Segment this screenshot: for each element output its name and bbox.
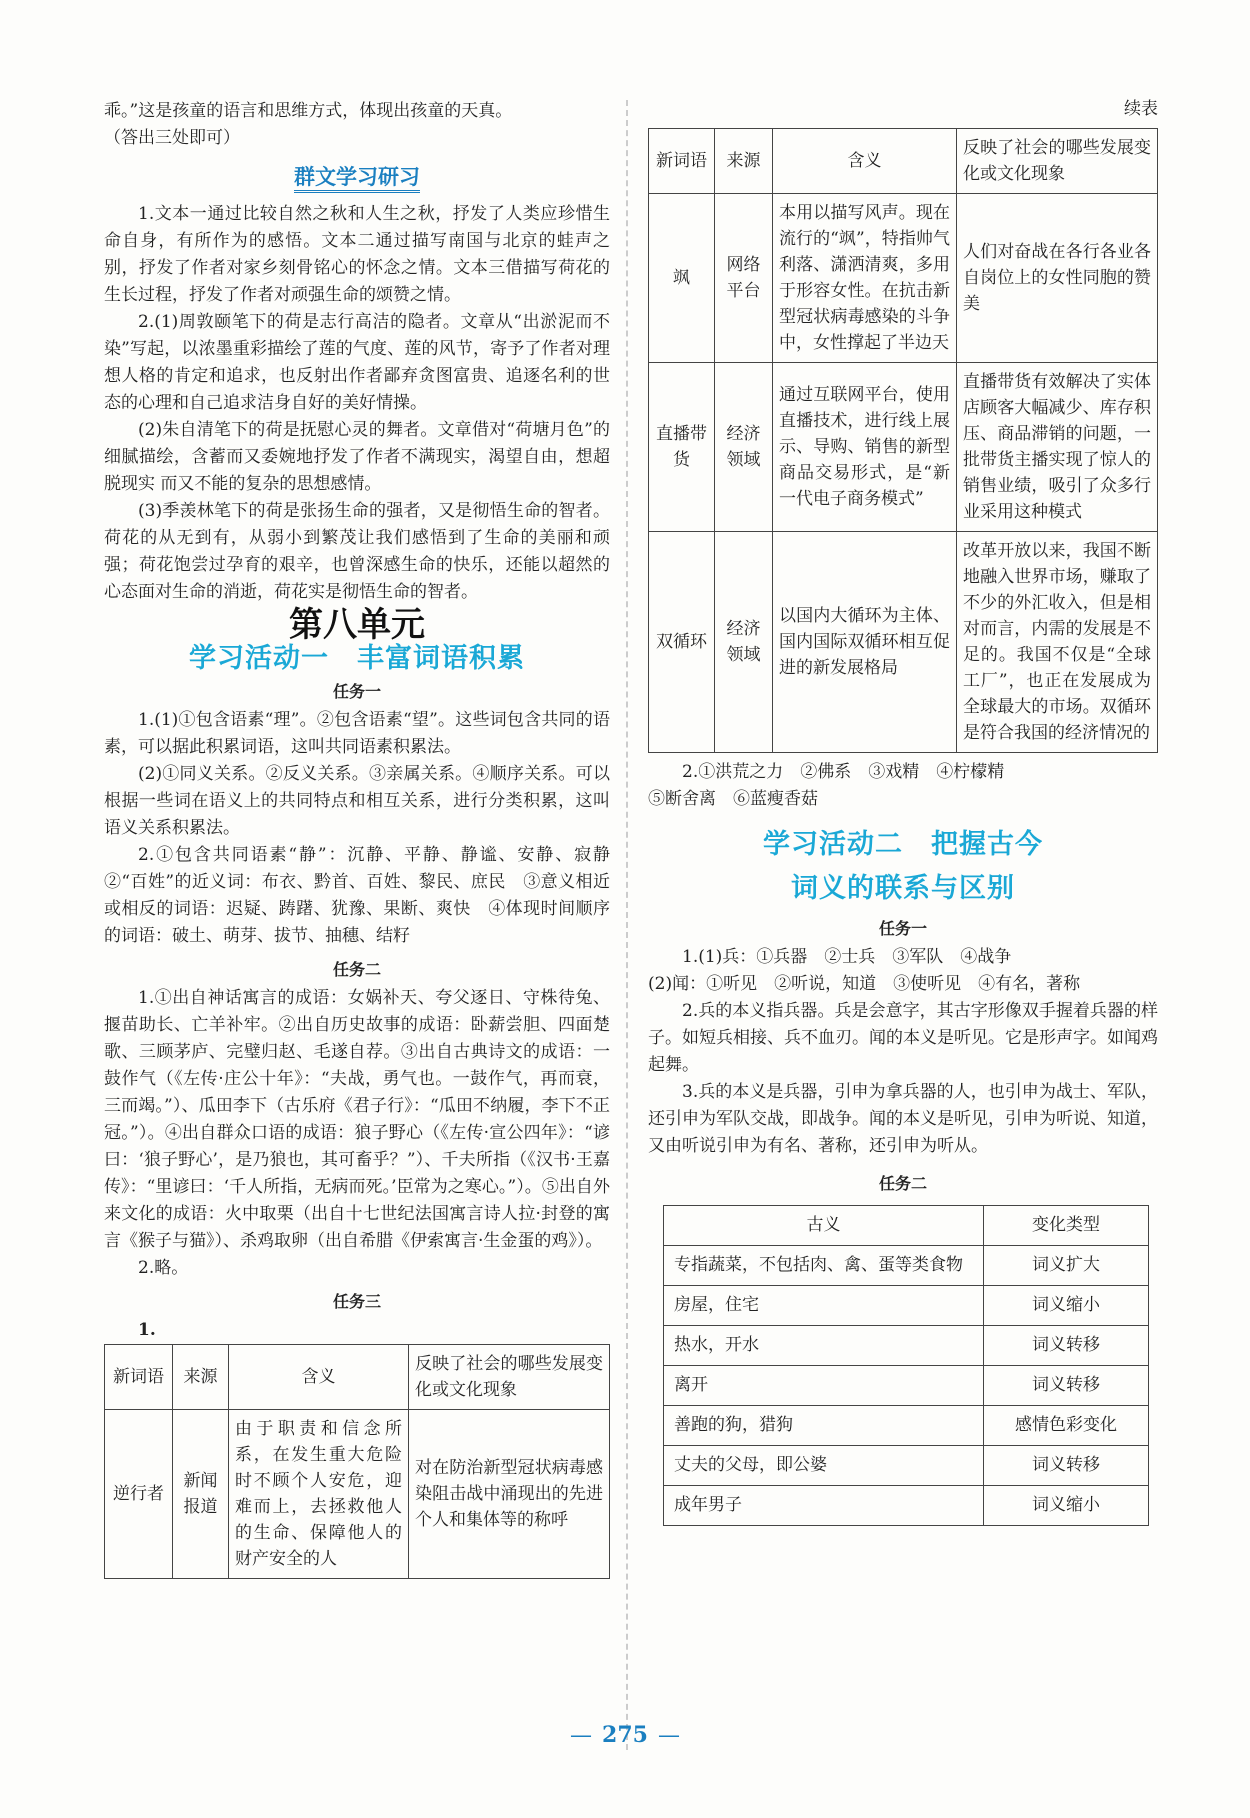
activity-1-title: 学习活动一 丰富词语积累 [189, 643, 525, 674]
task-2-label: 任务二 [332, 960, 381, 979]
group-para-2: 2.(1)周敦颐笔下的荷是志行高洁的隐者。文章从“出淤泥而不染”写起，以浓墨重彩描绘了莲的气度、莲的风节，寄予了作者对理想人格的肯定和追求，也反射出作者鄙弃贪图富贵、追逐名利的世态的心理和自己追求洁身自好的美好情操。 [104, 312, 610, 413]
table-cell: 词义转移 [984, 1366, 1149, 1406]
table-row [664, 1486, 1149, 1526]
table-cell: 词义缩小 [984, 1286, 1149, 1326]
group-study-title: 群文学习研习 [104, 164, 610, 191]
task-2-label-right: 任务二 [878, 1174, 927, 1193]
table-cell: 成年男子 [664, 1486, 984, 1526]
activity-2-title-line-2: 词义的联系与区别 [791, 873, 1015, 904]
task-3-label: 任务三 [332, 1292, 381, 1311]
table-cell: 词义扩大 [984, 1246, 1149, 1286]
page-number-dash-left: — [570, 1723, 593, 1748]
new-words-table [104, 1344, 610, 1579]
table-cell: 直播带货有效解决了实体店顾客大幅减少、库存积压、商品滞销的问题，一批带货主播实现了惊人的销售业绩，吸引了众多行业采用这种模式 [957, 363, 1158, 532]
table-cell: 词义转移 [984, 1326, 1149, 1366]
page-number-dash-right: — [657, 1723, 680, 1748]
table-header-row [664, 1206, 1149, 1246]
right-column [648, 98, 1158, 1526]
continued-header [648, 98, 1158, 128]
r-task1-para-2: (2)闻：①听见 ②听说，知道 ③使听见 ④有名，著称 [648, 974, 1081, 994]
task1-para-1: 1.(1)①包含语素“理”。②包含语素“望”。这些词包含共同的语素，可以据此积累词语，这叫共同语素积累法。 [104, 710, 610, 757]
page-number [0, 1722, 1250, 1748]
table-cell: 经济领域 [715, 532, 773, 753]
table-cell: 善跑的狗，猎狗 [664, 1406, 984, 1446]
page-number-value: 275 [602, 1722, 648, 1748]
table-cell: 飒 [649, 194, 715, 363]
table-row [649, 194, 1158, 363]
task1-para-2: (2)①同义关系。②反义关系。③亲属关系。④顺序关系。可以根据一些词在语义上的共同特点和相互关系，进行分类积累，这叫语义关系积累法。 [104, 764, 610, 838]
task1-para-3: 2.①包含共同语素“静”：沉静、平静、静谧、安静、寂静 ②“百姓”的近义词：布衣、黔首、百姓、黎民、庶民 ③意义相近或相反的词语：迟疑、踌躇、犹豫、果断、爽快 ④体现时间顺序的词语：破土、萌芽、拔节、抽穗、结籽 [104, 845, 627, 946]
group-para-3: (2)朱自清笔下的荷是抚慰心灵的舞者。文章借对“荷塘月色”的细腻描绘，含蓄而又委婉地抒发了作者不满现实，渴望自由，想超脱现实 而又不能的复杂的思想感情。 [104, 420, 610, 494]
table-header-cell: 新词语 [649, 129, 715, 194]
group-para-4: (3)季羡林笔下的荷是张扬生命的强者，又是彻悟生命的智者。荷花的从无到有，从弱小到繁茂让我们感悟到了生命的美丽和顽强；荷花饱尝过孕育的艰辛，也曾深感生命的快乐，还能以超然的心态面对生命的消逝，荷花实是彻悟生命的智者。 [104, 501, 610, 602]
after-table-line-2: ⑤断舍离 ⑥蓝瘦香菇 [648, 789, 818, 809]
task2-para-2: 2.略。 [138, 1258, 189, 1278]
table-cell: 专指蔬菜，不包括肉、禽、蛋等类食物 [664, 1246, 984, 1286]
task-1-label-right: 任务一 [878, 919, 927, 938]
task3-num: 1. [138, 1320, 156, 1340]
table-row [649, 363, 1158, 532]
table-cell: 网络平台 [715, 194, 773, 363]
table-header-row [105, 1345, 610, 1410]
table-cell: 经济领域 [715, 363, 773, 532]
intro-line-2: （答出三处即可） [104, 128, 240, 148]
table-row [664, 1246, 1149, 1286]
ancient-meaning-table [663, 1205, 1149, 1526]
table-header-cell: 古义 [664, 1206, 984, 1246]
task2-para-1: 1.①出自神话寓言的成语：女娲补天、夸父逐日、守株待兔、揠苗助长、亡羊补牢。②出自历史故事的成语：卧薪尝胆、四面楚歌、三顾茅庐、完璧归赵、毛遂自荐。③出自古典诗文的成语：一鼓作气（《左传·庄公十年》：“夫战，勇气也。一鼓作气，再而衰，三而竭。”）、瓜田李下（古乐府《君子行》：“瓜田不纳履，李下不正冠。”）。④出自群众口语的成语：狼子野心（《左传·宣公四年》：“谚曰：‘狼子野心’，是乃狼也，其可畜乎？”）、千夫所指（《汉书·王嘉传》：“里谚曰：‘千人所指，无病而死。’臣常为之寒心。”）。⑤出自外来文化的成语：火中取栗（出自十七世纪法国寓言诗人拉·封登的寓言《猴子与猫》）、杀鸡取卵（出自希腊《伊索寓言·生金蛋的鸡》）。 [104, 988, 610, 1251]
table-cell: 词义缩小 [984, 1486, 1149, 1526]
table-row [664, 1446, 1149, 1486]
column-divider [626, 100, 628, 1750]
table-cell: 丈夫的父母，即公婆 [664, 1446, 984, 1486]
table-header-cell: 含义 [773, 129, 957, 194]
table-header-cell: 反映了社会的哪些发展变化或文化现象 [957, 129, 1158, 194]
table-cell: 感情色彩变化 [984, 1406, 1149, 1446]
table-cell: 本用以描写风声。现在流行的“飒”，特指帅气利落、潇洒清爽，多用于形容女性。在抗击新型冠状病毒感染的斗争中，女性撑起了半边天 [773, 194, 957, 363]
table-cell: 热水，开水 [664, 1326, 984, 1366]
group-para-1: 1.文本一通过比较自然之秋和人生之秋，抒发了人类应珍惜生命自身，有所作为的感悟。文本二通过描写南国与北京的蛙声之别，抒发了作者对家乡刻骨铭心的怀念之情。文本三借描写荷花的生长过程，抒发了作者对顽强生命的颂赞之情。 [104, 204, 610, 305]
table-header-cell: 来源 [715, 129, 773, 194]
activity-2-title-line-1: 学习活动二 把握古今 [763, 829, 1043, 860]
intro-line-1: 乖。”这是孩童的语言和思维方式，体现出孩童的天真。 [104, 101, 513, 121]
table-cell: 人们对奋战在各行各业各自岗位上的女性同胞的赞美 [957, 194, 1158, 363]
continued-label: 续表 [1124, 99, 1158, 119]
table-header-cell: 来源 [173, 1345, 229, 1410]
table-cell: 离开 [664, 1366, 984, 1406]
table-header-cell: 反映了社会的哪些发展变化或文化现象 [409, 1345, 610, 1410]
table-header-cell: 变化类型 [984, 1206, 1149, 1246]
table-cell: 由于职责和信念所系，在发生重大危险时不顾个人安危，迎难而上，去拯救他人的生命、保障他人的财产安全的人 [229, 1410, 409, 1579]
table-row [664, 1406, 1149, 1446]
task-1-label: 任务一 [332, 682, 381, 701]
table-cell: 以国内大循环为主体、国内国际双循环相互促进的新发展格局 [773, 532, 957, 753]
table-row [105, 1410, 610, 1579]
table-cell: 词义转移 [984, 1446, 1149, 1486]
after-table-line-1: 2.①洪荒之力 ②佛系 ③戏精 ④柠檬精 [682, 762, 1005, 782]
table-cell: 新闻报道 [173, 1410, 229, 1579]
r-task1-para-3: 2.兵的本义指兵器。兵是会意字，其古字形像双手握着兵器的样子。如短兵相接、兵不血刃。闻的本义是听见。它是形声字。如闻鸡起舞。 [648, 1001, 1158, 1075]
table-header-cell: 含义 [229, 1345, 409, 1410]
table-cell: 逆行者 [105, 1410, 173, 1579]
table-row [649, 532, 1158, 753]
left-column [104, 98, 627, 1579]
table-cell: 双循环 [649, 532, 715, 753]
new-words-table-continued [648, 128, 1158, 753]
r-task1-para-4: 3.兵的本义是兵器，引申为拿兵器的人，也引申为战士、军队，还引申为军队交战，即战争。闻的本义是听见，引申为听说、知道，又由听说引申为有名、著称，还引申为听从。 [648, 1082, 1158, 1156]
table-cell: 通过互联网平台，使用直播技术，进行线上展示、导购、销售的新型商品交易形式，是“新一代电子商务模式” [773, 363, 957, 532]
table-header-cell: 新词语 [105, 1345, 173, 1410]
table-cell: 直播带货 [649, 363, 715, 532]
table-cell: 改革开放以来，我国不断地融入世界市场，赚取了不少的外汇收入，但是相对而言，内需的发展是不足的。我国不仅是“全球工厂”，也正在发展成为全球最大的市场。双循环是符合我国的经济情况的 [957, 532, 1158, 753]
table-row [664, 1286, 1149, 1326]
table-cell: 对在防治新型冠状病毒感染阻击战中涌现出的先进个人和集体等的称呼 [409, 1410, 610, 1579]
table-header-row [649, 129, 1158, 194]
table-cell: 房屋，住宅 [664, 1286, 984, 1326]
table-row [664, 1366, 1149, 1406]
table-row [664, 1326, 1149, 1366]
unit-title: 第八单元 [289, 605, 425, 645]
r-task1-para-1: 1.(1)兵：①兵器 ②士兵 ③军队 ④战争 [682, 947, 1012, 967]
